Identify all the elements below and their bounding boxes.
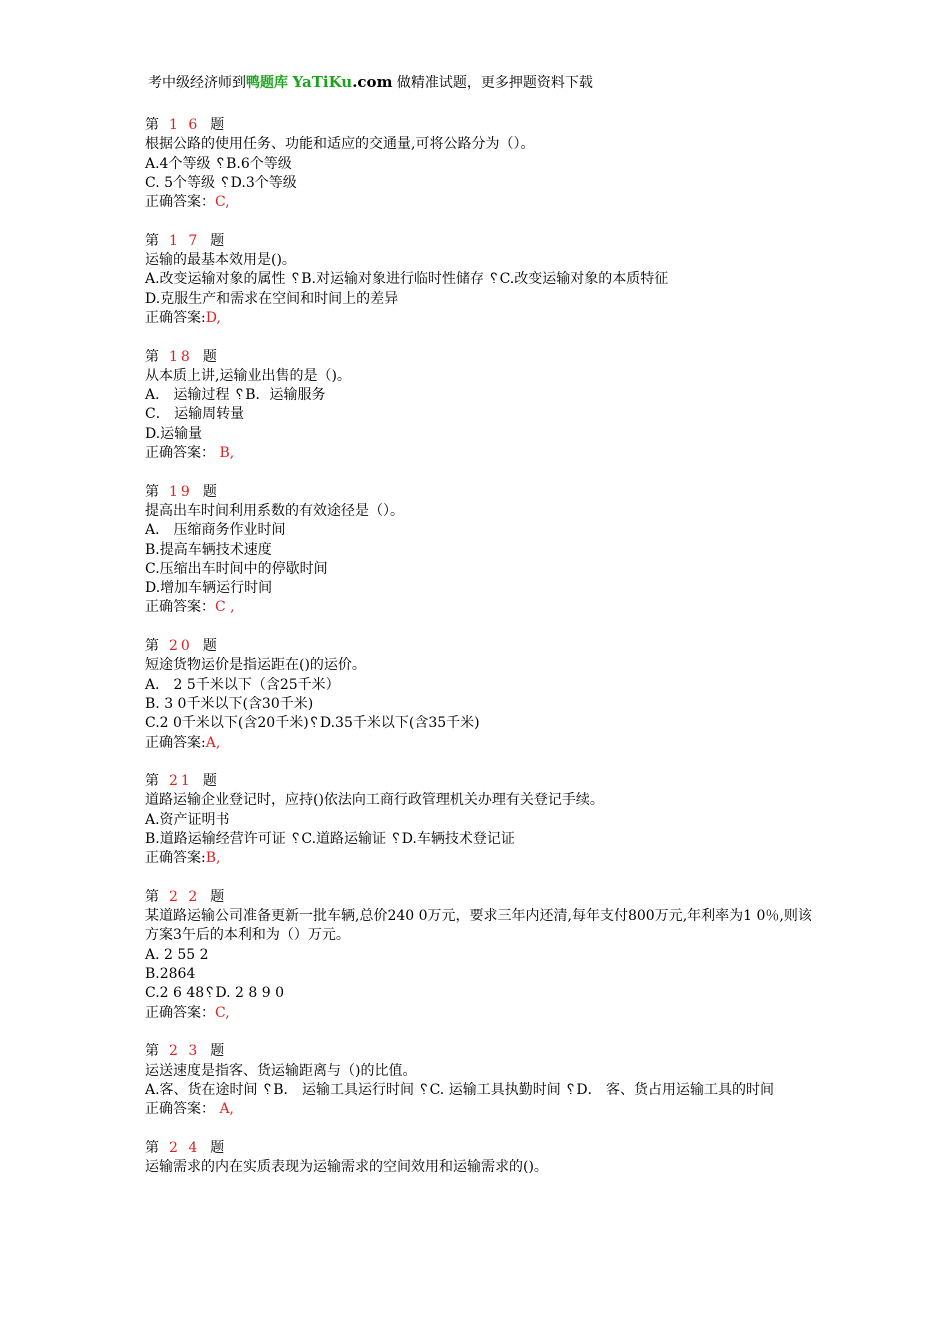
header-suffix: 做精准试题，更多押题资料下载 xyxy=(396,75,593,91)
question-title-prefix: 第 xyxy=(145,1043,159,1060)
answer-value: C, xyxy=(215,1004,230,1021)
question-option: B. 3 0千米以下(含30千米) xyxy=(145,695,314,712)
header-brand-en: YaTiKu xyxy=(292,73,353,91)
question-title-prefix: 第 xyxy=(145,483,159,500)
question-title-prefix: 第 xyxy=(145,773,159,790)
question-title xyxy=(145,637,825,656)
question-title-suffix: 题 xyxy=(210,888,225,905)
answer-line xyxy=(145,444,825,463)
question-title-prefix: 第 xyxy=(145,1139,159,1156)
question-block xyxy=(145,348,825,464)
question-option: C.压缩出车时间中的停歇时间 xyxy=(145,560,328,577)
question-option: C.2 0千米以下(含20千米)␦D.35千米以下(含35千米) xyxy=(145,715,480,732)
answer-label: 正确答案： xyxy=(145,599,215,616)
question-list xyxy=(145,116,825,1197)
question-option: B.2864 xyxy=(145,966,196,983)
question-title xyxy=(145,232,825,251)
question-title-prefix: 第 xyxy=(145,888,159,905)
question-option: A． 2 5千米以下（含25千米） xyxy=(145,676,340,693)
question-stem: 提高出车时间利用系数的有效途径是（）。 xyxy=(145,502,404,519)
question-title-suffix: 题 xyxy=(210,232,225,249)
question-block xyxy=(145,483,825,618)
question-option: D.运输量 xyxy=(145,425,203,442)
question-stem: 短途货物运价是指运距在()的运价。 xyxy=(145,657,366,674)
answer-line xyxy=(145,1004,825,1023)
question-number: 2 2 xyxy=(169,888,201,905)
question-option: A.改变运输对象的属性 ␦B.对运输对象进行临时性储存 ␦C.改变运输对象的本质特征 xyxy=(145,271,669,288)
question-title-prefix: 第 xyxy=(145,232,159,249)
question-option: A.4个等级 ␦B.6个等级 xyxy=(145,155,292,172)
header-brand-com: .com xyxy=(352,73,393,91)
question-title xyxy=(145,483,825,502)
question-number: 1 7 xyxy=(169,232,201,249)
question-block xyxy=(145,232,825,328)
question-stem: 运送速度是指客、货运输距离与（)的比值。 xyxy=(145,1062,417,1079)
answer-line xyxy=(145,849,825,868)
question-title-suffix: 题 xyxy=(202,773,217,790)
answer-label: 正确答案: xyxy=(145,850,206,867)
question-option: D.增加车辆运行时间 xyxy=(145,580,273,597)
question-title-suffix: 题 xyxy=(210,117,225,133)
question-option: B.提高车辆技术速度 xyxy=(145,541,272,558)
question-block xyxy=(145,116,825,212)
answer-label: 正确答案： xyxy=(145,1101,215,1118)
answer-line xyxy=(145,734,825,753)
question-title-suffix: 题 xyxy=(202,348,217,365)
answer-value: C, xyxy=(215,194,230,211)
question-stem: 某道路运输公司准备更新一批车辆,总价240 0万元，要求三年内还清,每年支付800万元,年利率为1 0％,则该方案3午后的本利和为（）万元。 xyxy=(145,908,812,944)
question-block xyxy=(145,888,825,1023)
question-number: 21 xyxy=(169,773,193,790)
question-title-prefix: 第 xyxy=(145,117,159,133)
question-stem: 道路运输企业登记时，应持()依法向工商行政管理机关办理有关登记手续。 xyxy=(145,792,604,809)
answer-value: B, xyxy=(215,445,235,462)
question-option: A． 运输过程 ␦B．运输服务 xyxy=(145,387,326,404)
question-title-prefix: 第 xyxy=(145,638,159,655)
question-option: A. 2 55 2 xyxy=(145,946,209,963)
answer-value: C , xyxy=(215,599,235,616)
header-prefix: 考中级经济师到 xyxy=(148,75,246,91)
question-block xyxy=(145,1042,825,1119)
question-title xyxy=(145,772,825,791)
question-number: 19 xyxy=(169,483,193,500)
question-option: A． 压缩商务作业时间 xyxy=(145,522,286,539)
question-title xyxy=(145,888,825,907)
question-number: 18 xyxy=(169,348,193,365)
answer-line xyxy=(145,193,825,212)
question-number: 2 4 xyxy=(169,1139,201,1156)
question-number: 1 6 xyxy=(169,117,201,133)
answer-line xyxy=(145,1100,825,1119)
answer-label: 正确答案： xyxy=(145,1004,215,1021)
question-stem: 运输需求的内在实质表现为运输需求的空间效用和运输需求的()。 xyxy=(145,1159,548,1176)
question-option: B.道路运输经营许可证 ␦C.道路运输证 ␦D.车辆技术登记证 xyxy=(145,830,515,847)
answer-value: A, xyxy=(215,1101,235,1118)
question-title-prefix: 第 xyxy=(145,348,159,365)
question-title-suffix: 题 xyxy=(202,483,217,500)
question-option: A.客、货在途时间 ␦B． 运输工具运行时间 ␦C. 运输工具执勤时间 ␦D． 客、货占用运输工具的时间 xyxy=(145,1081,775,1098)
question-stem: 运输的最基本效用是()。 xyxy=(145,252,296,269)
question-option: C.2 6 48␦D. 2 8 9 0 xyxy=(145,985,284,1002)
question-number: 20 xyxy=(169,638,193,655)
question-title xyxy=(145,116,825,135)
answer-label: 正确答案: xyxy=(145,734,206,751)
answer-label: 正确答案: xyxy=(145,309,206,326)
question-block xyxy=(145,1139,825,1178)
answer-value: A, xyxy=(205,734,221,751)
question-option: C． 运输周转量 xyxy=(145,406,245,423)
question-option: C. 5个等级 ␦D.3个等级 xyxy=(145,174,297,191)
answer-line xyxy=(145,309,825,328)
question-title-suffix: 题 xyxy=(210,1043,225,1060)
question-title-suffix: 题 xyxy=(202,638,217,655)
answer-line xyxy=(145,598,825,617)
question-block xyxy=(145,772,825,868)
question-title xyxy=(145,1139,825,1158)
answer-label: 正确答案： xyxy=(145,194,215,211)
question-title xyxy=(145,1042,825,1061)
question-option: D.克服生产和需求在空间和时间上的差异 xyxy=(145,290,399,307)
header-brand-cn: 鸭题库 xyxy=(246,75,288,91)
answer-value: D, xyxy=(205,309,221,326)
question-number: 2 3 xyxy=(169,1043,201,1060)
question-title-suffix: 题 xyxy=(210,1139,225,1156)
page-header xyxy=(148,72,593,93)
answer-label: 正确答案： xyxy=(145,445,215,462)
answer-value: B, xyxy=(205,850,221,867)
question-option: A.资产证明书 xyxy=(145,811,230,828)
question-stem: 根据公路的使用任务、功能和适应的交通量,可将公路分为（）。 xyxy=(145,136,535,153)
question-title xyxy=(145,348,825,367)
question-block xyxy=(145,637,825,753)
question-stem: 从本质上讲,运输业出售的是（)。 xyxy=(145,367,351,384)
